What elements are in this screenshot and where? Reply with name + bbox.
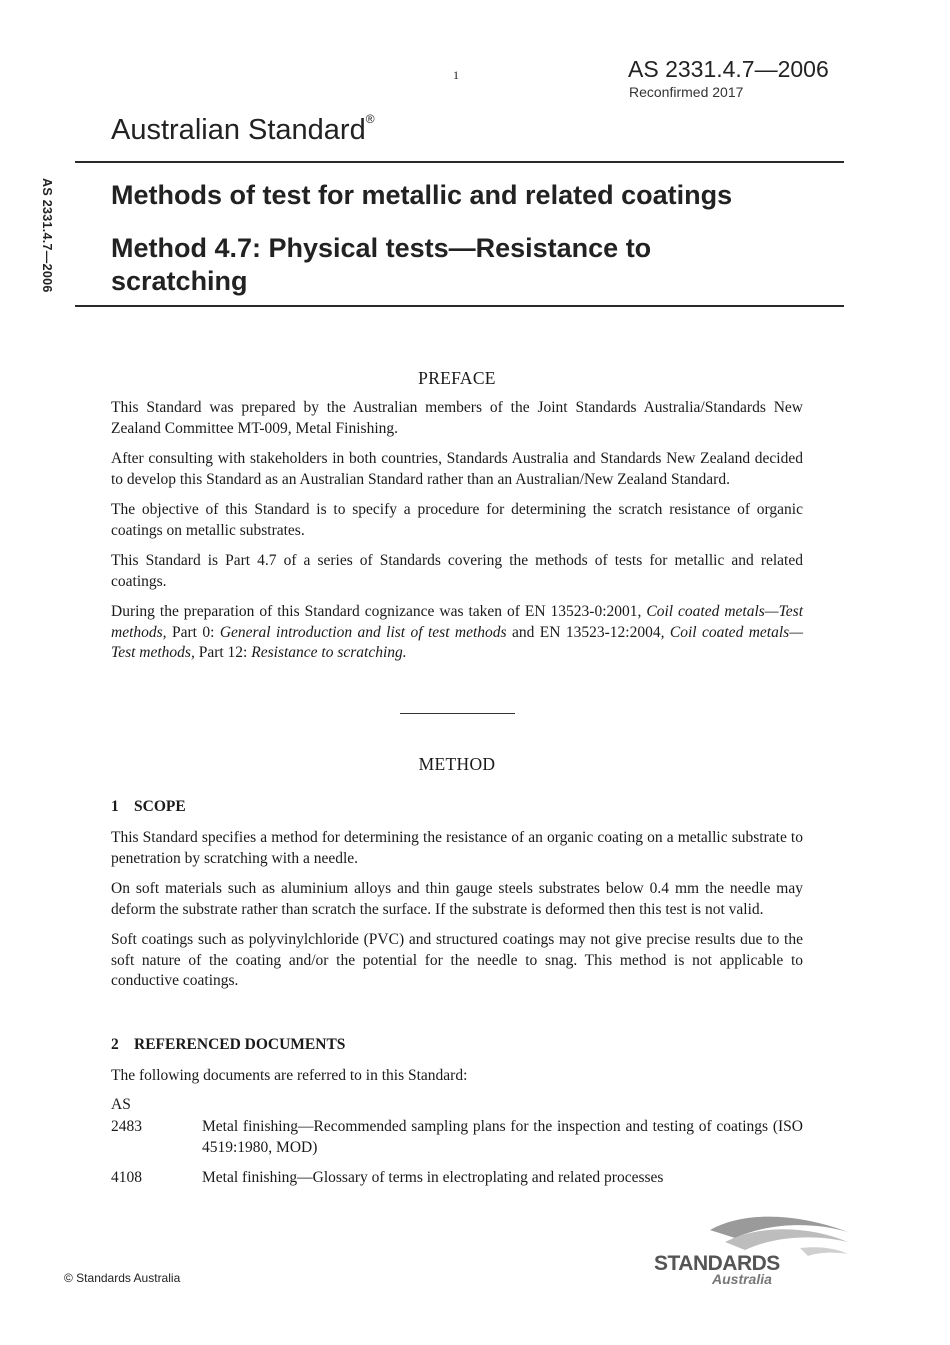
title-rule-bottom — [75, 305, 844, 307]
reference-title: Metal finishing—Recommended sampling plans for the inspection and testing of coatings (ISO 4519:1980, MOD) — [202, 1118, 803, 1156]
reference-series-label: AS — [111, 1096, 131, 1113]
reconfirmed-note: Reconfirmed 2017 — [629, 84, 744, 100]
preface-paragraph: The objective of this Standard is to specify a procedure for determining the scratch resistance of organic coatings on metallic substrates. — [111, 501, 803, 539]
scope-body — [111, 828, 803, 1002]
preface-cognizance-paragraph: During the preparation of this Standard cognizance was taken of EN 13523-0:2001, Coil coated metals—Test methods, Part 0: General introduction and list of test methods and EN 13523-12:2004, Coil coated metals—Test methods, Part 12: Resistance to scratching. — [111, 603, 803, 661]
title-rule-top — [75, 161, 844, 163]
page-number: 1 — [453, 68, 459, 82]
registered-mark: ® — [365, 112, 375, 126]
scope-paragraph: Soft coatings such as polyvinylchloride (PVC) and structured coatings may not give precise results due to the soft nature of the coating and/or the potential for the needle to snag. This method is not applicable to conductive coatings. — [111, 931, 803, 989]
clause-title: SCOPE — [134, 798, 186, 815]
preface-body — [111, 398, 803, 674]
clause-heading-scope — [111, 798, 186, 816]
reference-title: Metal finishing—Glossary of terms in electroplating and related processes — [202, 1169, 664, 1186]
wave-logo-icon — [650, 1212, 850, 1286]
clause-number: 1 — [111, 798, 119, 815]
svg-text:Australia: Australia — [712, 1271, 772, 1286]
standard-designation: AS 2331.4.7—2006 — [628, 56, 829, 82]
preface-paragraph: This Standard was prepared by the Australian members of the Joint Standards Australia/Standards New Zealand Committee MT-009, Metal Finishing. — [111, 399, 803, 437]
document-title: Methods of test for metallic and related coatings — [111, 180, 733, 210]
referenced-documents-intro — [111, 1066, 803, 1097]
standards-australia-logo — [650, 1212, 850, 1286]
preface-heading: PREFACE — [418, 368, 496, 388]
clause-title: REFERENCED DOCUMENTS — [134, 1036, 346, 1053]
copyright-notice: © Standards Australia — [64, 1271, 181, 1285]
section-separator — [400, 713, 515, 714]
brand-text: Australian Standard — [111, 114, 366, 146]
spine-designation: AS 2331.4.7—2006 — [40, 178, 54, 293]
document-brand — [111, 114, 375, 147]
preface-paragraph: This Standard is Part 4.7 of a series of Standards covering the methods of tests for metallic and related coatings. — [111, 552, 803, 590]
method-heading: METHOD — [418, 754, 496, 774]
reference-number: 4108 — [111, 1169, 142, 1186]
clause-heading-referenced-documents — [111, 1036, 345, 1054]
preface-paragraph: After consulting with stakeholders in both countries, Standards Australia and Standards New Zealand decided to develop this Standard as an Australian Standard rather than an Australian/New Zealand Standard. — [111, 450, 803, 488]
reference-number: 2483 — [111, 1118, 142, 1135]
referenced-documents-intro-text: The following documents are referred to in this Standard: — [111, 1067, 468, 1084]
document-subtitle: Method 4.7: Physical tests—Resistance to scratching — [111, 233, 652, 296]
scope-paragraph: This Standard specifies a method for determining the resistance of an organic coating on a metallic substrate to penetration by scratching with a needle. — [111, 829, 803, 867]
scope-paragraph: On soft materials such as aluminium alloys and thin gauge steels substrates below 0.4 mm the needle may deform the substrate rather than scratch the surface. If the substrate is deformed then this test is not valid. — [111, 880, 803, 918]
svg-text:STANDARDS: STANDARDS — [654, 1252, 780, 1275]
clause-number: 2 — [111, 1036, 119, 1053]
